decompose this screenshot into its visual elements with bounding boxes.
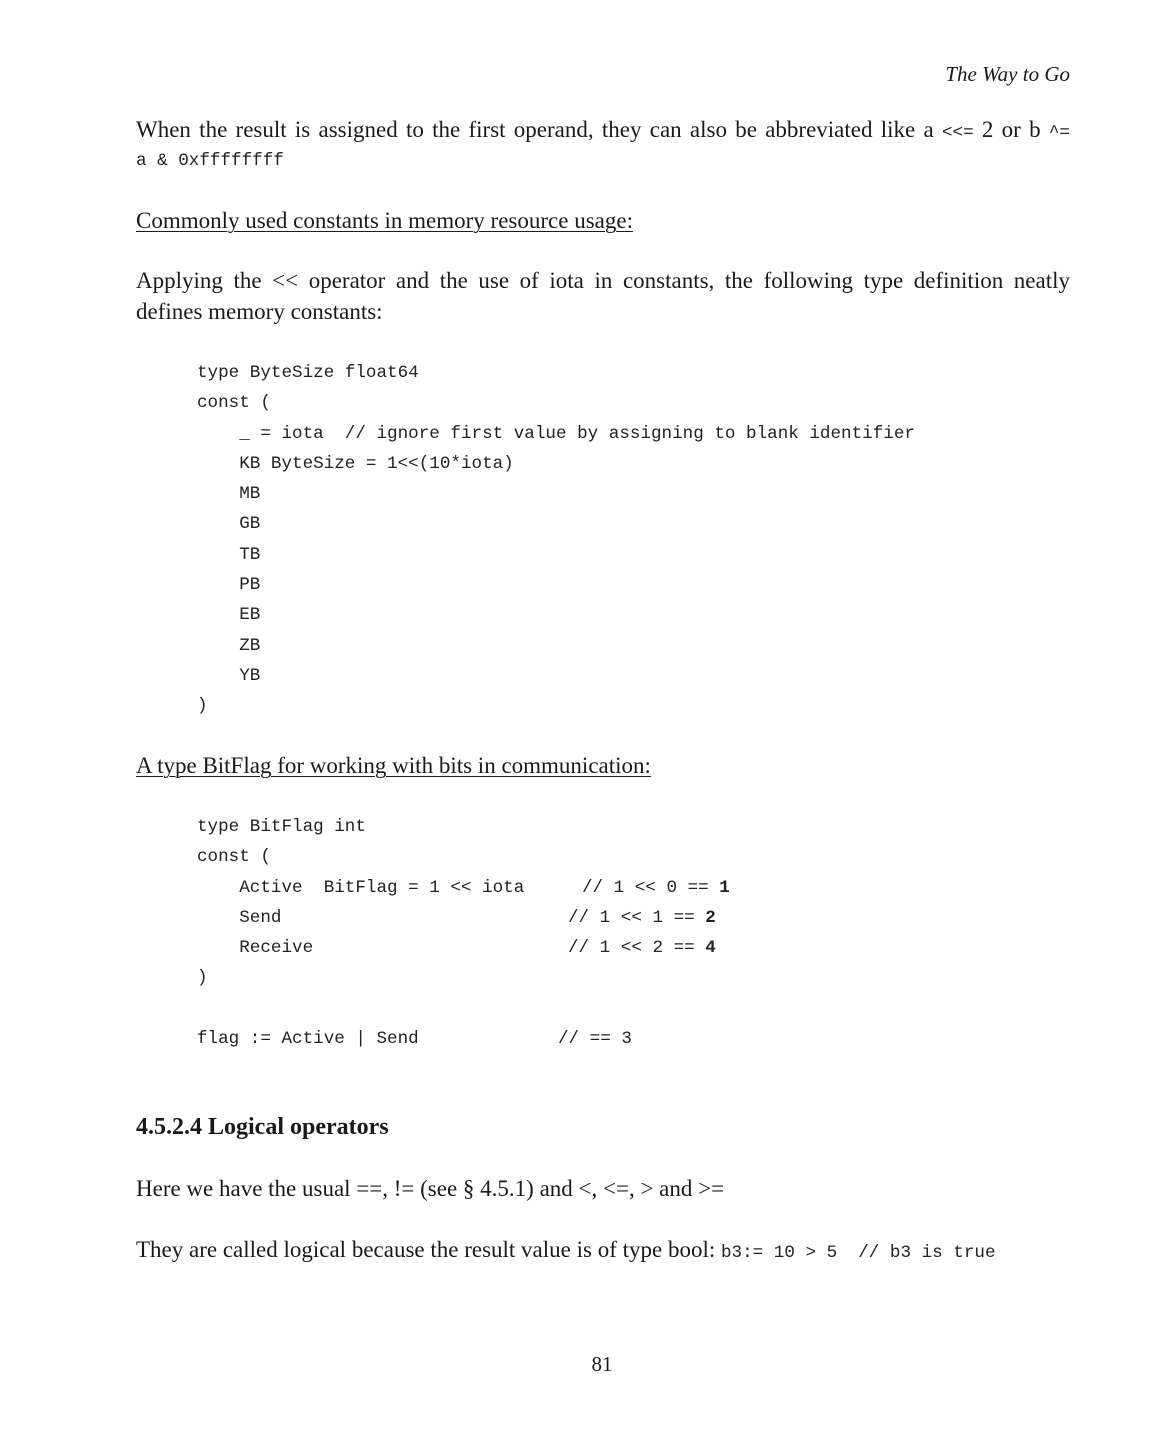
code-comment: // 1 << 1 == xyxy=(568,907,706,928)
inline-code: <<= xyxy=(941,123,974,143)
code-line: EB xyxy=(197,605,261,626)
subheading-constants: Commonly used constants in memory resource usage: xyxy=(136,208,633,233)
comment-value: 1 xyxy=(719,877,730,898)
code-line: MB xyxy=(197,484,261,505)
comment-value: 2 xyxy=(705,907,716,928)
code-line xyxy=(197,963,897,993)
code-line xyxy=(197,1024,897,1054)
running-header: The Way to Go xyxy=(945,62,1070,86)
blank-line xyxy=(197,994,897,1024)
code-line: type ByteSize float64 xyxy=(197,363,419,383)
paragraph-abbreviation xyxy=(136,116,1070,147)
code-block-bytesize xyxy=(197,358,915,722)
code-line: TB xyxy=(197,544,261,565)
code: Receive xyxy=(197,938,314,959)
inline-code: a & 0xffffffff xyxy=(136,151,284,171)
text: They are called logical because the result value is of type bool: xyxy=(136,1237,716,1262)
text: 2 or b xyxy=(981,117,1041,142)
code-line: PB xyxy=(197,575,261,596)
code-line: ) xyxy=(197,696,208,717)
code: Active BitFlag = 1 << iota xyxy=(197,877,525,898)
page-number: 81 xyxy=(591,1352,613,1376)
code-line: const ( xyxy=(197,393,271,414)
code-comment: // == 3 xyxy=(558,1029,632,1050)
paragraph-logical xyxy=(136,1236,1070,1267)
code-line xyxy=(197,873,897,903)
paragraph-line: Applying the << operator and the use of iota in constants, the following type definition neatly xyxy=(136,268,1070,293)
code-line: _ = iota // ignore first value by assigning to blank identifier xyxy=(197,423,915,444)
code-line: YB xyxy=(197,665,261,686)
code-line: ZB xyxy=(197,635,261,656)
inline-code: b3:= 10 > 5 // b3 is true xyxy=(721,1243,996,1263)
code-line xyxy=(197,903,897,933)
inline-code: ^= xyxy=(1048,123,1070,143)
code-line xyxy=(197,933,897,963)
code: type BitFlag int xyxy=(197,817,366,837)
code-line: GB xyxy=(197,514,261,535)
section-heading: 4.5.2.4 Logical operators xyxy=(136,1114,389,1140)
code-line xyxy=(197,812,897,842)
code-line: KB ByteSize = 1<<(10*iota) xyxy=(197,453,514,474)
paragraph-line: defines memory constants: xyxy=(136,299,383,324)
code-comment: // 1 << 2 == xyxy=(568,938,706,959)
code: ) xyxy=(197,968,208,989)
subheading-bitflag: A type BitFlag for working with bits in communication: xyxy=(136,753,651,778)
code: Send xyxy=(197,907,282,928)
code: flag := Active | Send xyxy=(197,1029,419,1050)
code-comment: // 1 << 0 == xyxy=(582,877,720,898)
comment-value: 4 xyxy=(705,938,716,959)
code-block-bitflag xyxy=(197,812,897,1054)
code: const ( xyxy=(197,847,271,868)
text: When the result is assigned to the first operand, they can also be abbreviated like a xyxy=(136,117,934,142)
code-line xyxy=(197,842,897,872)
paragraph-operators: Here we have the usual ==, != (see § 4.5.1) and <, <=, > and >= xyxy=(136,1176,725,1201)
